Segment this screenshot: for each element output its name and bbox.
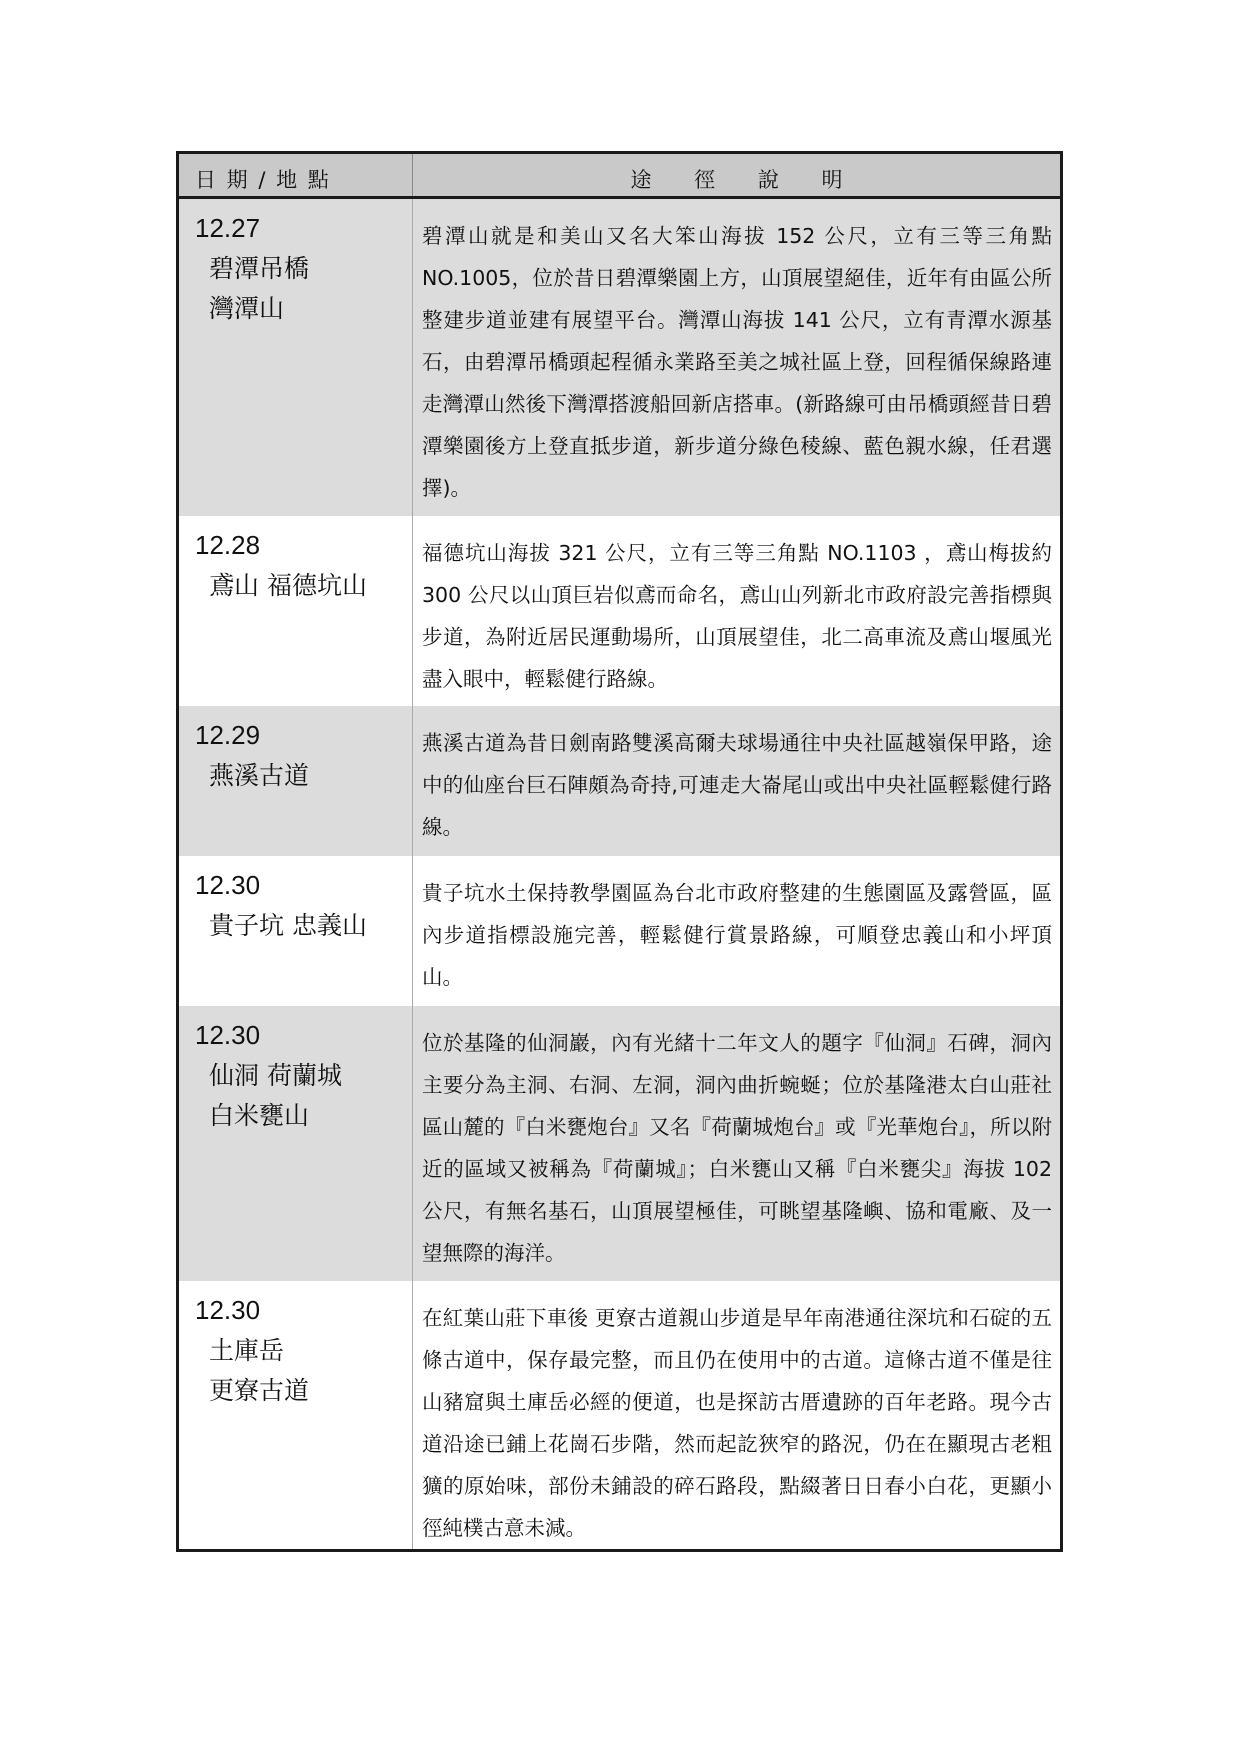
column-divider	[412, 706, 413, 856]
table-row	[179, 1281, 1060, 1549]
column-divider	[412, 856, 413, 1006]
row-date: 12.30	[195, 1020, 261, 1050]
header-divider	[412, 154, 413, 196]
row-description: 位於基隆的仙洞巖，內有光緒十二年文人的題字『仙洞』石碑，洞內主要分為主洞、右洞、左洞，洞內曲折蜿蜒；位於基隆港太白山莊社區山麓的『白米甕炮台』又名『荷蘭城炮台』或『光華炮台』，所以附近的區域又被稱為『荷蘭城』；白米甕山又稱『白米甕尖』海拔 102 公尺，有無名基石，山頂展望極佳，可眺望基隆嶼、協和電廠、及一望無際的海洋。	[422, 1031, 1052, 1265]
header-date-place: 日 期 / 地 點	[195, 168, 331, 192]
row-description: 福德坑山海拔 321 公尺，立有三等三角點 NO.1103 ，鳶山梅拔約 300 公尺以山頂巨岩似鳶而命名，鳶山山列新北市政府設完善指標與步道，為附近居民運動場所，山頂展望佳，北二高車流及鳶山堰風光盡入眼中，輕鬆健行路線。	[422, 541, 1052, 691]
table-row	[179, 516, 1060, 706]
row-place: 燕溪古道	[209, 761, 310, 790]
table-row	[179, 1006, 1060, 1281]
table-row	[179, 856, 1060, 1006]
column-divider	[412, 1006, 413, 1281]
row-date: 12.30	[195, 1295, 261, 1325]
row-date: 12.30	[195, 870, 261, 900]
header-route-description: 途 徑 說 明	[630, 168, 845, 192]
row-description: 在紅葉山莊下車後 更寮古道親山步道是早年南港通往深坑和石碇的五條古道中，保存最完整，而且仍在使用中的古道。這條古道不僅是往山豬窟與土庫岳必經的便道，也是探訪古厝遺跡的百年老路。現今古道沿途已鋪上花崗石步階，然而起訖狹窄的路況，仍在在顯現古老粗獷的原始味，部份未鋪設的碎石路段，點綴著日日春小白花，更顯小徑純樸古意未減。	[422, 1306, 1052, 1540]
row-place: 仙洞 荷蘭城	[209, 1061, 342, 1090]
row-place: 更寮古道	[209, 1376, 310, 1405]
row-place: 白米甕山	[209, 1101, 310, 1130]
row-date: 12.28	[195, 530, 261, 560]
row-description: 燕溪古道為昔日劍南路雙溪高爾夫球場通往中央社區越嶺保甲路，途中的仙座台巨石陣頗為奇持,可連走大崙尾山或出中央社區輕鬆健行路線。	[422, 731, 1052, 839]
column-divider	[412, 199, 413, 516]
row-place: 鳶山 福德坑山	[209, 571, 367, 600]
itinerary-table	[176, 151, 1063, 1552]
column-divider	[412, 1281, 413, 1549]
table-row	[179, 706, 1060, 856]
table-header	[179, 154, 1060, 199]
row-place: 灣潭山	[209, 294, 285, 323]
row-place: 碧潭吊橋	[209, 254, 310, 283]
column-divider	[412, 516, 413, 706]
row-place: 土庫岳	[209, 1336, 285, 1365]
row-description: 貴子坑水土保持教學園區為台北市政府整建的生態園區及露營區，區內步道指標設施完善，輕鬆健行賞景路線，可順登忠義山和小坪頂山。	[422, 881, 1052, 989]
row-date: 12.27	[195, 213, 261, 243]
row-description: 碧潭山就是和美山又名大笨山海拔 152 公尺，立有三等三角點 NO.1005，位於昔日碧潭樂園上方，山頂展望絕佳，近年有由區公所整建步道並建有展望平台。灣潭山海拔 141 公尺，立有青潭水源基石，由碧潭吊橋頭起程循永業路至美之城社區上登，回程循保線路連走灣潭山然後下灣潭搭渡船回新店搭車。(新路線可由吊橋頭經昔日碧潭樂園後方上登直抵步道，新步道分綠色稜線、藍色親水線，任君選擇)。	[422, 224, 1052, 500]
table-row	[179, 199, 1060, 516]
row-date: 12.29	[195, 720, 261, 750]
row-place: 貴子坑 忠義山	[209, 911, 367, 940]
